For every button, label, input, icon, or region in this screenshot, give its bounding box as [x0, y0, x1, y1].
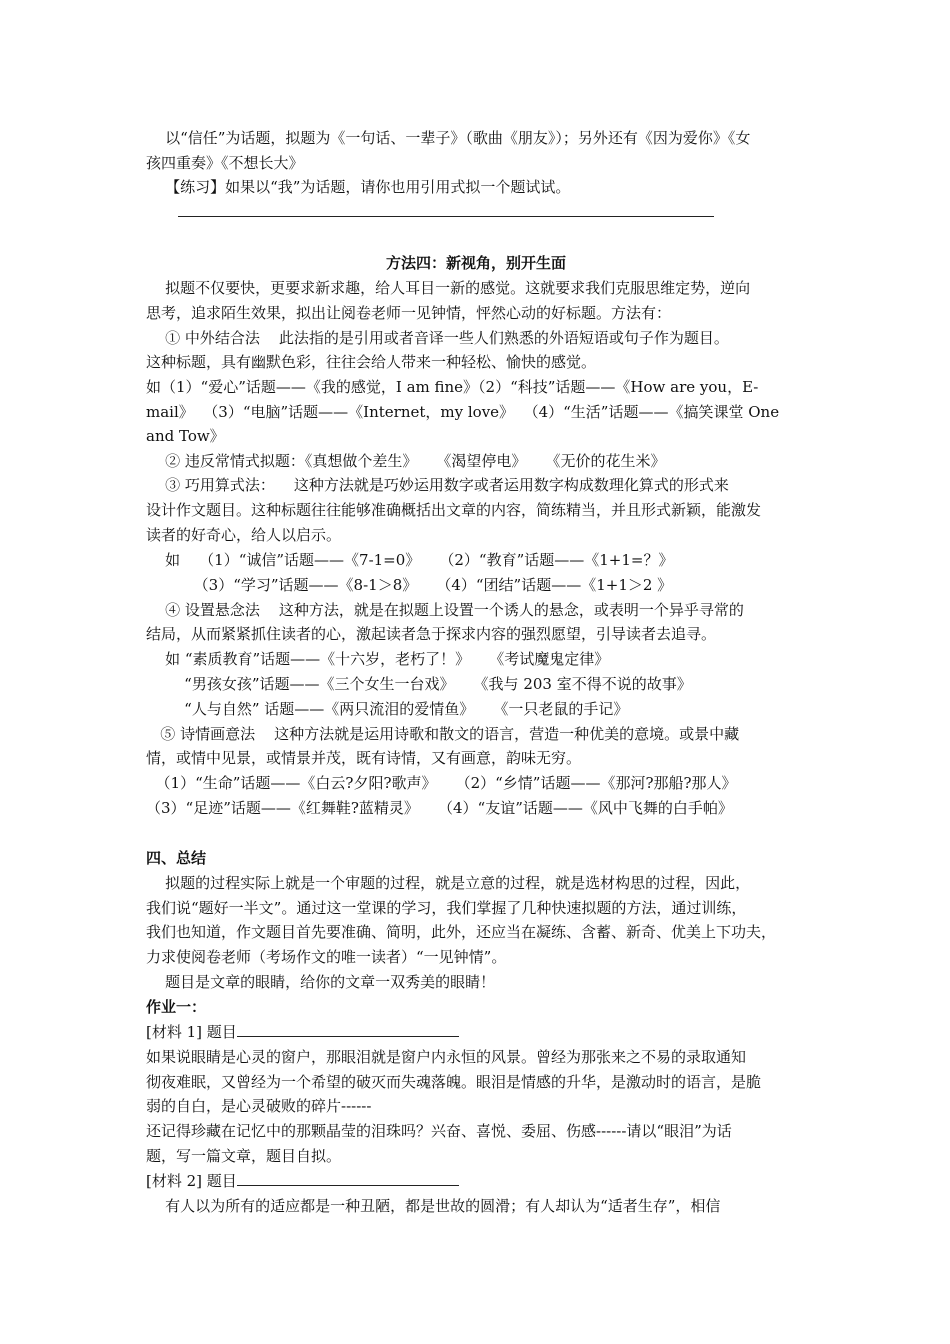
- paragraph-line: 以“信任”为话题，拟题为《一句话、一辈子》（歌曲《朋友》）；另外还有《因为爱你》《女: [146, 129, 751, 147]
- paragraph-line: 如 “素质教育”话题——《十六岁，老朽了！》 《考试魔鬼定律》: [146, 650, 610, 668]
- paragraph-line: 题，写一篇文章，题目自拟。: [146, 1147, 342, 1165]
- paragraph-line: 弱的自白，是心灵破败的碎片------: [146, 1097, 372, 1115]
- title-blank: [237, 1022, 459, 1037]
- homework-heading: 作业一：: [146, 998, 207, 1016]
- material1-label: [材料 1] 题目: [146, 1023, 237, 1041]
- section4-heading: 四、总结: [146, 849, 207, 867]
- answer-blank-line: [178, 216, 714, 217]
- material1-title-row: [146, 1020, 459, 1044]
- paragraph-line: ⑤ 诗情画意法 这种方法就是运用诗歌和散文的语言，营造一种优美的意境。或景中藏: [146, 725, 740, 743]
- paragraph-line: ① 中外结合法 此法指的是引用或者音译一些人们熟悉的外语短语或句子作为题目。: [146, 329, 729, 347]
- paragraph-line: 如 （1）“诚信”话题——《7-1=0》 （2）“教育”话题——《1+1=？》: [146, 551, 674, 569]
- paragraph-line: 孩四重奏》《不想长大》: [146, 154, 304, 172]
- paragraph-line: 我们也知道，作文题目首先要准确、简明，此外，还应当在凝练、含蓄、新奇、优美上下功夫，: [146, 923, 777, 941]
- paragraph-line: and Tow》: [146, 427, 225, 445]
- paragraph-line: 结局，从而紧紧抓住读者的心，激起读者急于探求内容的强烈愿望，引导读者去追寻。: [146, 625, 717, 643]
- paragraph-line: 情，或情中见景，或情景并茂，既有诗情，又有画意，韵味无穷。: [146, 749, 582, 767]
- paragraph-line: 我们说“题好一半文”。通过这一堂课的学习，我们掌握了几种快速拟题的方法，通过训练，: [146, 899, 747, 917]
- paragraph-line: mail》 （3）“电脑”话题——《Internet，my love》 （4）“生活”话题——《搞笑课堂 One: [146, 403, 780, 421]
- paragraph-line: “人与自然” 话题——《两只流泪的爱情鱼》 《一只老鼠的手记》: [146, 700, 629, 718]
- paragraph-line: ③ 巧用算式法： 这种方法就是巧妙运用数字或者运用数字构成数理化算式的形式来: [146, 476, 729, 494]
- paragraph-line: 题目是文章的眼睛，给你的文章一双秀美的眼睛！: [146, 973, 496, 991]
- title-blank: [237, 1171, 459, 1186]
- method4-heading: 方法四：新视角，别开生面: [385, 254, 566, 272]
- paragraph-line: （3）“学习”话题——《8-1＞8》 （4）“团结”话题——《1+1＞2 》: [146, 576, 673, 594]
- paragraph-line: 读者的好奇心，给人以启示。: [146, 526, 342, 544]
- paragraph-line: 力求使阅卷老师（考场作文的唯一读者）“一见钟情”。: [146, 948, 507, 966]
- paragraph-line: 设计作文题目。这种标题往往能够准确概括出文章的内容，简练精当，并且形式新颖，能激发: [146, 501, 762, 519]
- paragraph-line: 拟题不仅要快，更要求新求趣，给人耳目一新的感觉。这就要求我们克服思维定势，逆向: [146, 279, 751, 297]
- paragraph-line: “男孩女孩”话题——《三个女生一台戏》 《我与 203 室不得不说的故事》: [146, 675, 692, 693]
- paragraph-line: 还记得珍藏在记忆中的那颗晶莹的泪珠吗？兴奋、喜悦、委屈、伤感------请以“眼泪”为话: [146, 1122, 732, 1140]
- paragraph-line: 彻夜难眠，又曾经为一个希望的破灭而失魂落魄。眼泪是情感的升华，是激动时的语言，是脆: [146, 1073, 762, 1091]
- exercise-line: 【练习】如果以“我”为话题，请你也用引用式拟一个题试试。: [146, 178, 571, 196]
- material2-label: [材料 2] 题目: [146, 1172, 237, 1190]
- paragraph-line: 思考，追求陌生效果，拟出让阅卷老师一见钟情，怦然心动的好标题。方法有：: [146, 304, 672, 322]
- paragraph-line: （3）“足迹”话题——《红舞鞋?蓝精灵》 （4）“友谊”话题——《风中飞舞的白手帕》: [146, 799, 733, 817]
- paragraph-line: ② 违反常情式拟题：《真想做个差生》 《渴望停电》 《无价的花生米》: [146, 452, 666, 470]
- material2-title-row: [146, 1169, 459, 1193]
- paragraph-line: 如果说眼睛是心灵的窗户，那眼泪就是窗户内永恒的风景。曾经为那张来之不易的录取通知: [146, 1048, 747, 1066]
- paragraph-line: 拟题的过程实际上就是一个审题的过程，就是立意的过程，就是选材构思的过程，因此，: [146, 874, 751, 892]
- paragraph-line: （1）“生命”话题——《白云?夕阳?歌声》 （2）“乡情”话题——《那河?那船?那人》: [146, 774, 737, 792]
- paragraph-line: ④ 设置悬念法 这种方法，就是在拟题上设置一个诱人的悬念，或表明一个异乎寻常的: [146, 601, 744, 619]
- paragraph-line: 有人以为所有的适应都是一种丑陋，都是世故的圆滑；有人却认为“适者生存”，相信: [146, 1197, 721, 1215]
- paragraph-line: 这种标题，具有幽默色彩，往往会给人带来一种轻松、愉快的感觉。: [146, 353, 597, 371]
- paragraph-line: 如（1）“爱心”话题——《我的感觉，I am fine》（2）“科技”话题——《How are you，E-: [146, 378, 759, 396]
